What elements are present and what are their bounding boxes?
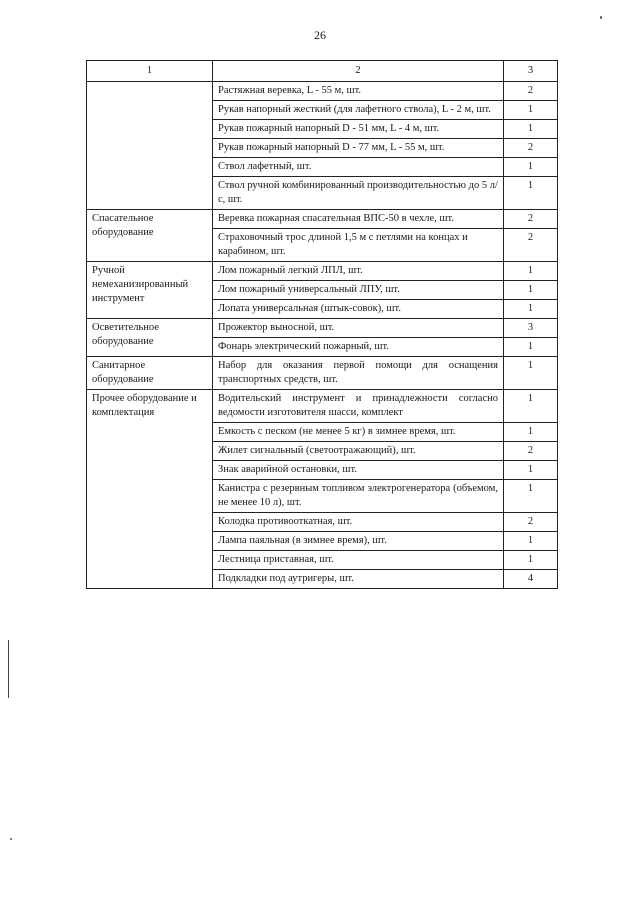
item-quantity-cell: 1 — [504, 338, 558, 357]
item-quantity-cell: 2 — [504, 442, 558, 461]
item-name-cell: Ствол ручной комбинированный производительностью до 5 л/с, шт. — [213, 177, 504, 210]
item-quantity-cell: 1 — [504, 357, 558, 390]
column-header-1: 1 — [87, 61, 213, 82]
table-header-row — [87, 61, 558, 82]
item-quantity-cell: 1 — [504, 262, 558, 281]
item-quantity-cell: 1 — [504, 390, 558, 423]
item-name-cell: Жилет сигнальный (светоотражающий), шт. — [213, 442, 504, 461]
item-quantity-cell: 1 — [504, 177, 558, 210]
scan-speck — [600, 16, 602, 19]
item-quantity-cell: 1 — [504, 480, 558, 513]
category-cell: Ручной немеханизированный инструмент — [87, 262, 213, 319]
item-quantity-cell: 1 — [504, 532, 558, 551]
item-name-cell: Емкость с песком (не менее 5 кг) в зимнее время, шт. — [213, 423, 504, 442]
item-name-cell: Водительский инструмент и принадлежности согласно ведомости изготовителя шасси, комплект — [213, 390, 504, 423]
table-row — [87, 390, 558, 423]
equipment-table — [86, 60, 558, 589]
item-name-cell: Страховочный трос длиной 1,5 м с петлями на концах и карабином, шт. — [213, 229, 504, 262]
item-name-cell: Знак аварийной остановки, шт. — [213, 461, 504, 480]
item-quantity-cell: 1 — [504, 300, 558, 319]
table-row — [87, 357, 558, 390]
item-name-cell: Подкладки под аутригеры, шт. — [213, 570, 504, 589]
item-quantity-cell: 1 — [504, 120, 558, 139]
item-quantity-cell: 4 — [504, 570, 558, 589]
item-name-cell: Лом пожарный универсальный ЛПУ, шт. — [213, 281, 504, 300]
table-row — [87, 319, 558, 338]
category-cell: Прочее оборудование и комплектация — [87, 390, 213, 589]
item-name-cell: Лом пожарный легкий ЛПЛ, шт. — [213, 262, 504, 281]
item-name-cell: Растяжная веревка, L - 55 м, шт. — [213, 82, 504, 101]
item-name-cell: Лопата универсальная (штык-совок), шт. — [213, 300, 504, 319]
item-name-cell: Фонарь электрический пожарный, шт. — [213, 338, 504, 357]
column-header-3: 3 — [504, 61, 558, 82]
item-quantity-cell: 2 — [504, 210, 558, 229]
item-name-cell: Канистра с резервным топливом электрогенератора (объемом, не менее 10 л), шт. — [213, 480, 504, 513]
item-quantity-cell: 1 — [504, 461, 558, 480]
item-name-cell: Лестница приставная, шт. — [213, 551, 504, 570]
category-cell: Спасательное оборудование — [87, 210, 213, 262]
category-cell: Осветительное оборудование — [87, 319, 213, 357]
item-quantity-cell: 1 — [504, 158, 558, 177]
table-row — [87, 210, 558, 229]
item-name-cell: Рукав пожарный напорный D - 77 мм, L - 55 м, шт. — [213, 139, 504, 158]
item-name-cell: Рукав напорный жесткий (для лафетного ствола), L - 2 м, шт. — [213, 101, 504, 120]
item-name-cell: Ствол лафетный, шт. — [213, 158, 504, 177]
item-name-cell: Рукав пожарный напорный D - 51 мм, L - 4 м, шт. — [213, 120, 504, 139]
item-quantity-cell: 2 — [504, 513, 558, 532]
item-quantity-cell: 1 — [504, 101, 558, 120]
item-quantity-cell: 3 — [504, 319, 558, 338]
item-quantity-cell: 1 — [504, 281, 558, 300]
table-row — [87, 262, 558, 281]
scan-speck — [10, 838, 12, 840]
item-quantity-cell: 2 — [504, 139, 558, 158]
item-quantity-cell: 2 — [504, 229, 558, 262]
item-name-cell: Прожектор выносной, шт. — [213, 319, 504, 338]
margin-mark — [8, 640, 9, 698]
item-name-cell: Колодка противооткатная, шт. — [213, 513, 504, 532]
item-quantity-cell: 2 — [504, 82, 558, 101]
table-body — [87, 82, 558, 589]
category-cell: Санитарное оборудование — [87, 357, 213, 390]
category-cell — [87, 82, 213, 210]
item-name-cell: Веревка пожарная спасательная ВПС-50 в чехле, шт. — [213, 210, 504, 229]
item-name-cell: Набор для оказания первой помощи для оснащения транспортных средств, шт. — [213, 357, 504, 390]
item-quantity-cell: 1 — [504, 551, 558, 570]
item-name-cell: Лампа паяльная (в зимнее время), шт. — [213, 532, 504, 551]
item-quantity-cell: 1 — [504, 423, 558, 442]
page-number: 26 — [314, 28, 326, 42]
column-header-2: 2 — [213, 61, 504, 82]
table-row — [87, 82, 558, 101]
